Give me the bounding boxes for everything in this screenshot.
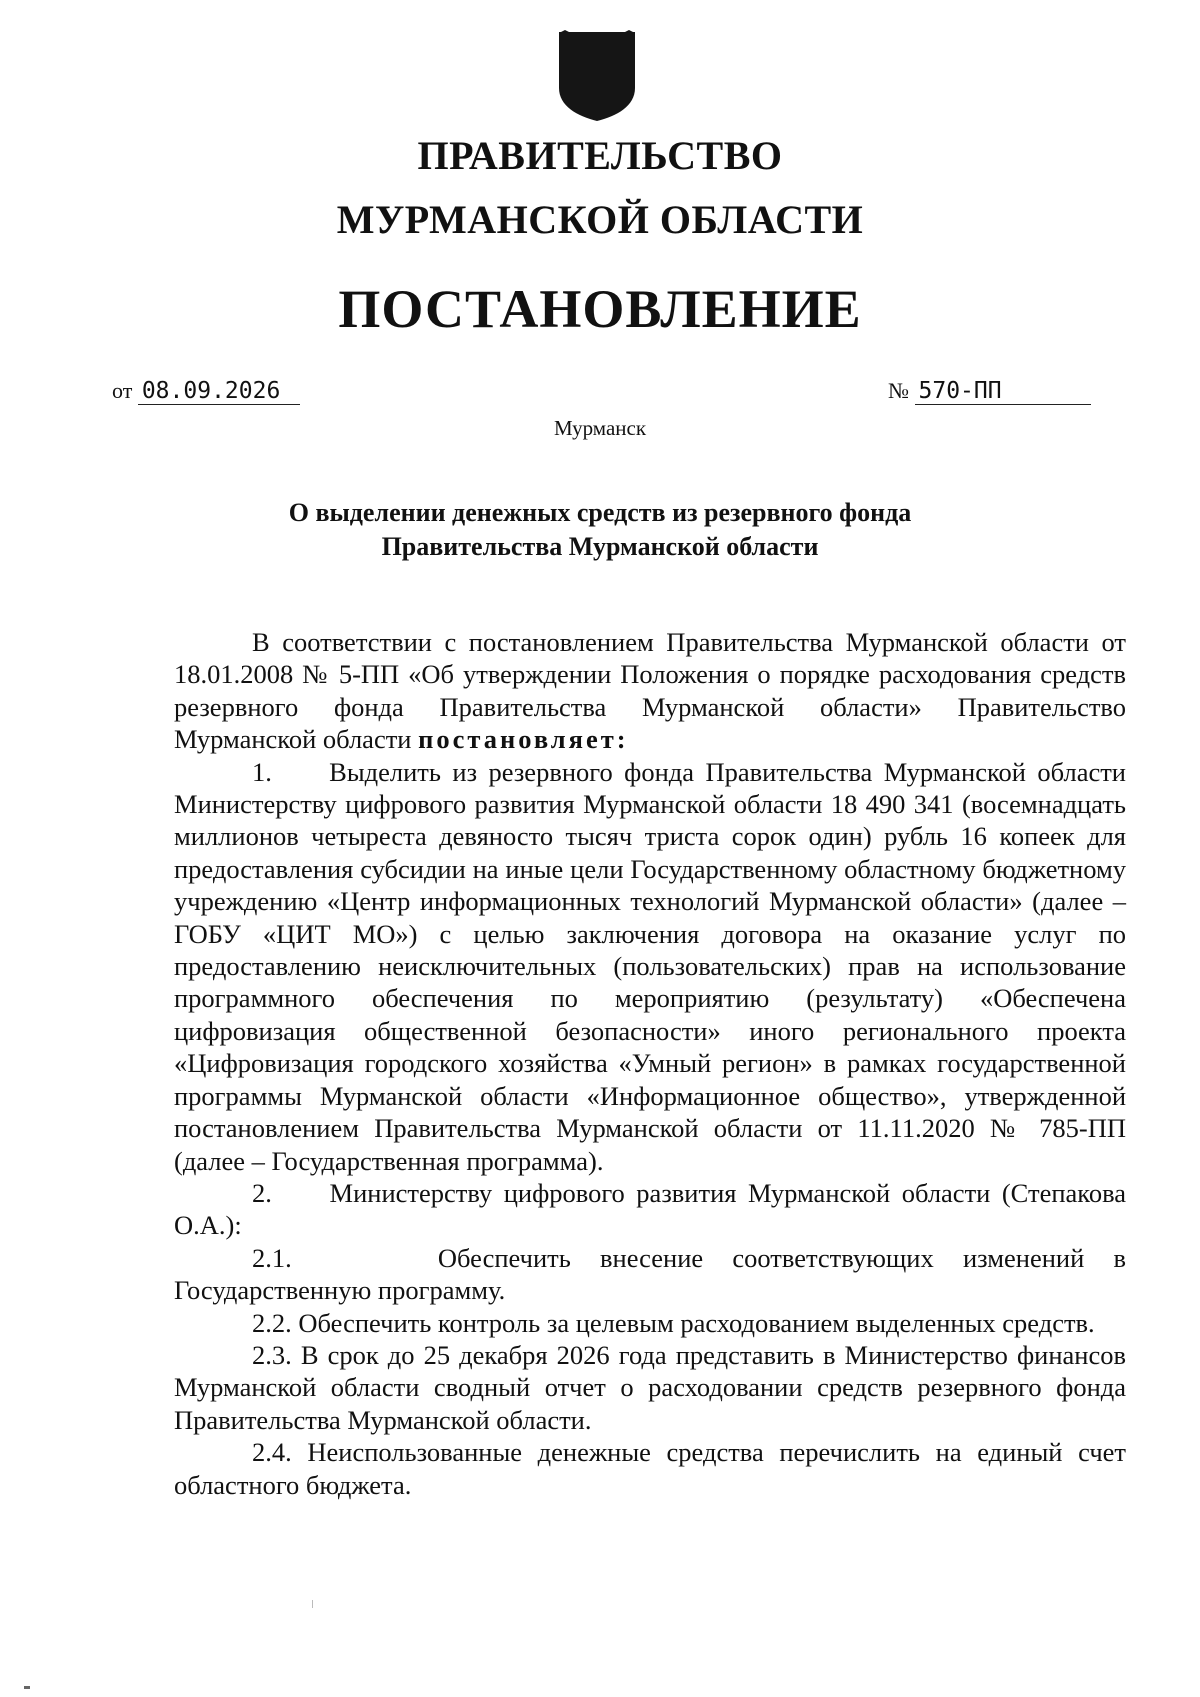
preamble-text: В соответствии с постановлением Правительства Мурманской области от 18.01.2008 № 5-ПП «Об утверждении Положения о порядке расходования средств резервного фонда Правительства Мурманской области» Правительство Мурманской области [174, 627, 1126, 755]
title-line1: О выделении денежных средств из резервного фонда [288, 498, 912, 527]
document-body [174, 626, 1133, 1501]
document-number [888, 380, 1091, 405]
preamble-paragraph [174, 626, 1126, 756]
title-line2: Правительства Мурманской области [381, 532, 819, 561]
paragraph-2-1: 2.1. Обеспечить внесение соответствующих изменений в Государственную программу. [174, 1242, 1133, 1306]
government-name-line2: МУРМАНСКОЙ ОБЛАСТИ [336, 197, 864, 242]
date-prefix: от [112, 378, 133, 403]
document-type: ПОСТАНОВЛЕНИЕ [338, 279, 862, 339]
document-title [200, 496, 1000, 564]
paragraph-2-4: 2.4. Неиспользованные денежные средства перечислить на единый счет областного бюджета. [174, 1437, 1126, 1500]
date-value: 08.09.2026 [138, 380, 300, 405]
paragraph-2-3: 2.3. В срок до 25 декабря 2026 года представить в Министерство финансов Мурманской области сводный отчет о расходовании средств резервного фонда Правительства Мурманской области. [174, 1339, 1126, 1435]
paragraph-2: 2. Министерству цифрового развития Мурманской области (Степакова О.А.): [174, 1177, 1133, 1241]
coat-of-arms-icon [557, 30, 637, 122]
paragraph-2-2: 2.2. Обеспечить контроль за целевым расходованием выделенных средств. [252, 1307, 1095, 1338]
number-value: 570-ПП [915, 380, 1091, 405]
paragraph-1: 1. Выделить из резервного фонда Правительства Мурманской области Министерству цифрового развития Мурманской области 18 490 341 (восемнадцать миллионов четыреста девяносто тысяч триста сорок один) рубль 16 копеек для предоставления субсидии на иные цели Государственному областному бюджетному учреждению «Центр информационных технологий Мурманской области» (далее – ГОБУ «ЦИТ МО») с целью заключения договора на оказание услуг по предоставлению неисключительных (пользовательских) прав на использование программного обеспечения по мероприятию (результату) «Обеспечена цифровизация общественной безопасности» иного регионального проекта «Цифровизация городского хозяйства «Умный регион» в рамках государственной программы Мурманской области «Информационное общество», утвержденной постановлением Правительства Мурманской области от 11.11.2020 № 785-ПП (далее – Государственная программа). [174, 756, 1133, 1176]
scan-artifact [312, 1600, 313, 1608]
city: Мурманск [553, 416, 647, 440]
preamble-resolves: постановляет: [418, 724, 629, 755]
document-date [112, 380, 300, 405]
number-prefix: № [888, 378, 909, 403]
government-name-line1: ПРАВИТЕЛЬСТВО [417, 133, 783, 178]
scan-artifact [24, 1686, 30, 1689]
